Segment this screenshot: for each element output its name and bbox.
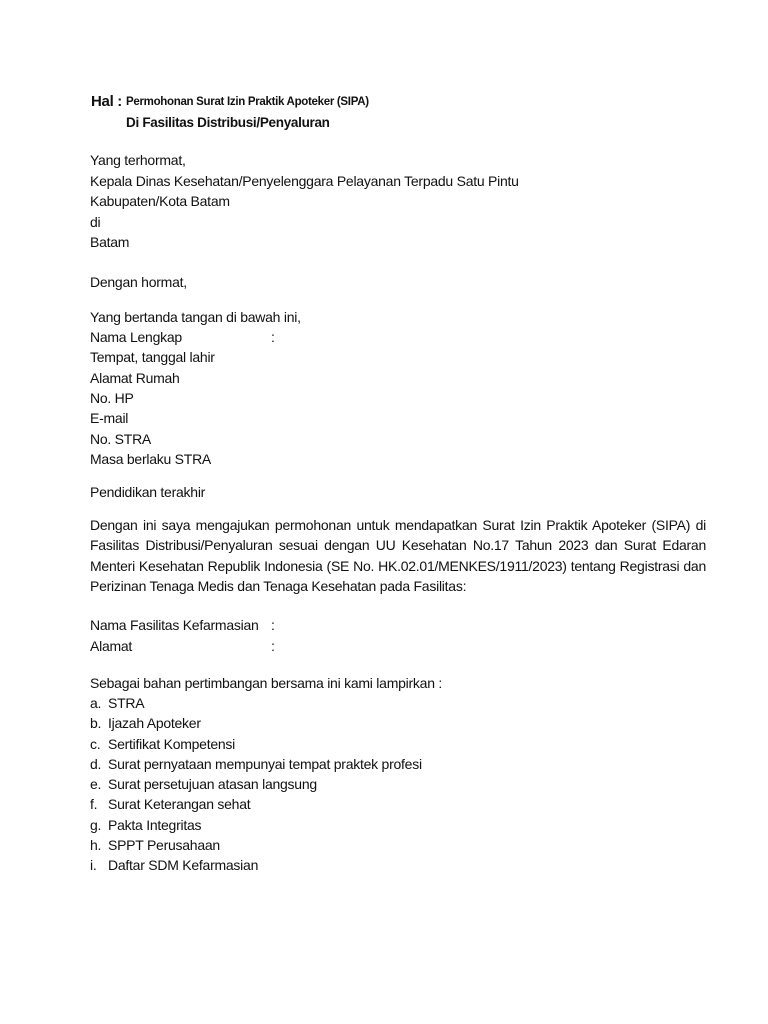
opening-salutation: Dengan hormat,: [90, 274, 187, 290]
list-item-text: Pakta Integritas: [108, 816, 202, 833]
list-marker: f.: [90, 796, 98, 813]
list-item: [90, 794, 422, 814]
list-marker: c.: [90, 735, 101, 752]
addressee-line-4: Batam: [90, 234, 130, 250]
list-marker: g.: [90, 816, 102, 833]
field-label-phone: No. HP: [90, 390, 134, 406]
list-item-text: Surat Keterangan sehat: [108, 796, 251, 813]
list-item-text: Surat pernyataan mempunyai tempat praktek profesi: [108, 755, 422, 772]
list-item: [90, 835, 422, 855]
list-item: [90, 734, 422, 754]
list-marker: i.: [90, 857, 97, 874]
list-marker: b.: [90, 715, 102, 732]
list-item: [90, 774, 422, 794]
subject-label: Hal :: [91, 93, 123, 110]
list-marker: e.: [90, 776, 102, 793]
list-item-text: Surat persetujuan atasan langsung: [108, 776, 317, 793]
list-item: [90, 713, 422, 733]
subject-subtitle: Di Fasilitas Distribusi/Penyaluran: [126, 115, 330, 130]
list-marker: d.: [90, 755, 102, 772]
list-item: [90, 693, 422, 713]
list-marker: h.: [90, 837, 102, 854]
list-item: [90, 855, 422, 875]
addressee-greeting: Yang terhormat,: [90, 152, 186, 168]
field-label-email: E-mail: [90, 410, 129, 426]
list-item-text: STRA: [108, 695, 145, 711]
list-item: [90, 754, 422, 774]
field-label-birth: Tempat, tanggal lahir: [90, 349, 215, 365]
addressee-line-1: Kepala Dinas Kesehatan/Penyelenggara Pelayanan Terpadu Satu Pintu: [90, 173, 519, 189]
field-label-stra-validity: Masa berlaku STRA: [90, 451, 212, 467]
request-paragraph: Dengan ini saya mengajukan permohonan untuk mendapatkan Surat Izin Praktik Apoteker (SIPA) di Fasilitas Distribusi/Penyaluran sesuai dengan UU Kesehatan No.17 Tahun 2023 dan Surat Edaran Menteri Kesehatan Republik Indonesia (SE No. HK.02.01/MENKES/1911/2023) tentang Registrasi dan Perizinan Tenaga Medis dan Tenaga Kesehatan pada Fasilitas:: [90, 517, 706, 594]
list-item-text: SPPT Perusahaan: [108, 837, 220, 854]
list-marker: a.: [90, 695, 102, 711]
attachments-intro: Sebagai bahan pertimbangan bersama ini kami lampirkan :: [90, 675, 443, 691]
list-item: [90, 815, 422, 835]
list-item-text: Ijazah Apoteker: [108, 715, 201, 732]
subject-title: Permohonan Surat Izin Praktik Apoteker (SIPA): [126, 96, 369, 108]
list-item-text: Sertifikat Kompetensi: [108, 735, 236, 752]
field-label-home-address: Alamat Rumah: [90, 370, 180, 386]
facility-name-label: Nama Fasilitas Kefarmasian: [90, 617, 259, 633]
field-colon-full-name: :: [271, 329, 275, 345]
facility-address-colon: :: [271, 638, 275, 654]
attachments-list: [90, 693, 422, 876]
field-label-education: Pendidikan terakhir: [90, 484, 206, 500]
facility-name-colon: :: [271, 617, 275, 633]
addressee-line-2: Kabupaten/Kota Batam: [90, 193, 230, 209]
field-label-full-name: Nama Lengkap: [90, 329, 182, 345]
facility-address-label: Alamat: [90, 638, 133, 654]
list-item-text: Daftar SDM Kefarmasian: [108, 857, 259, 874]
signer-intro: Yang bertanda tangan di bawah ini,: [90, 309, 301, 325]
addressee-line-3: di: [90, 214, 101, 230]
field-label-stra-number: No. STRA: [90, 431, 152, 447]
